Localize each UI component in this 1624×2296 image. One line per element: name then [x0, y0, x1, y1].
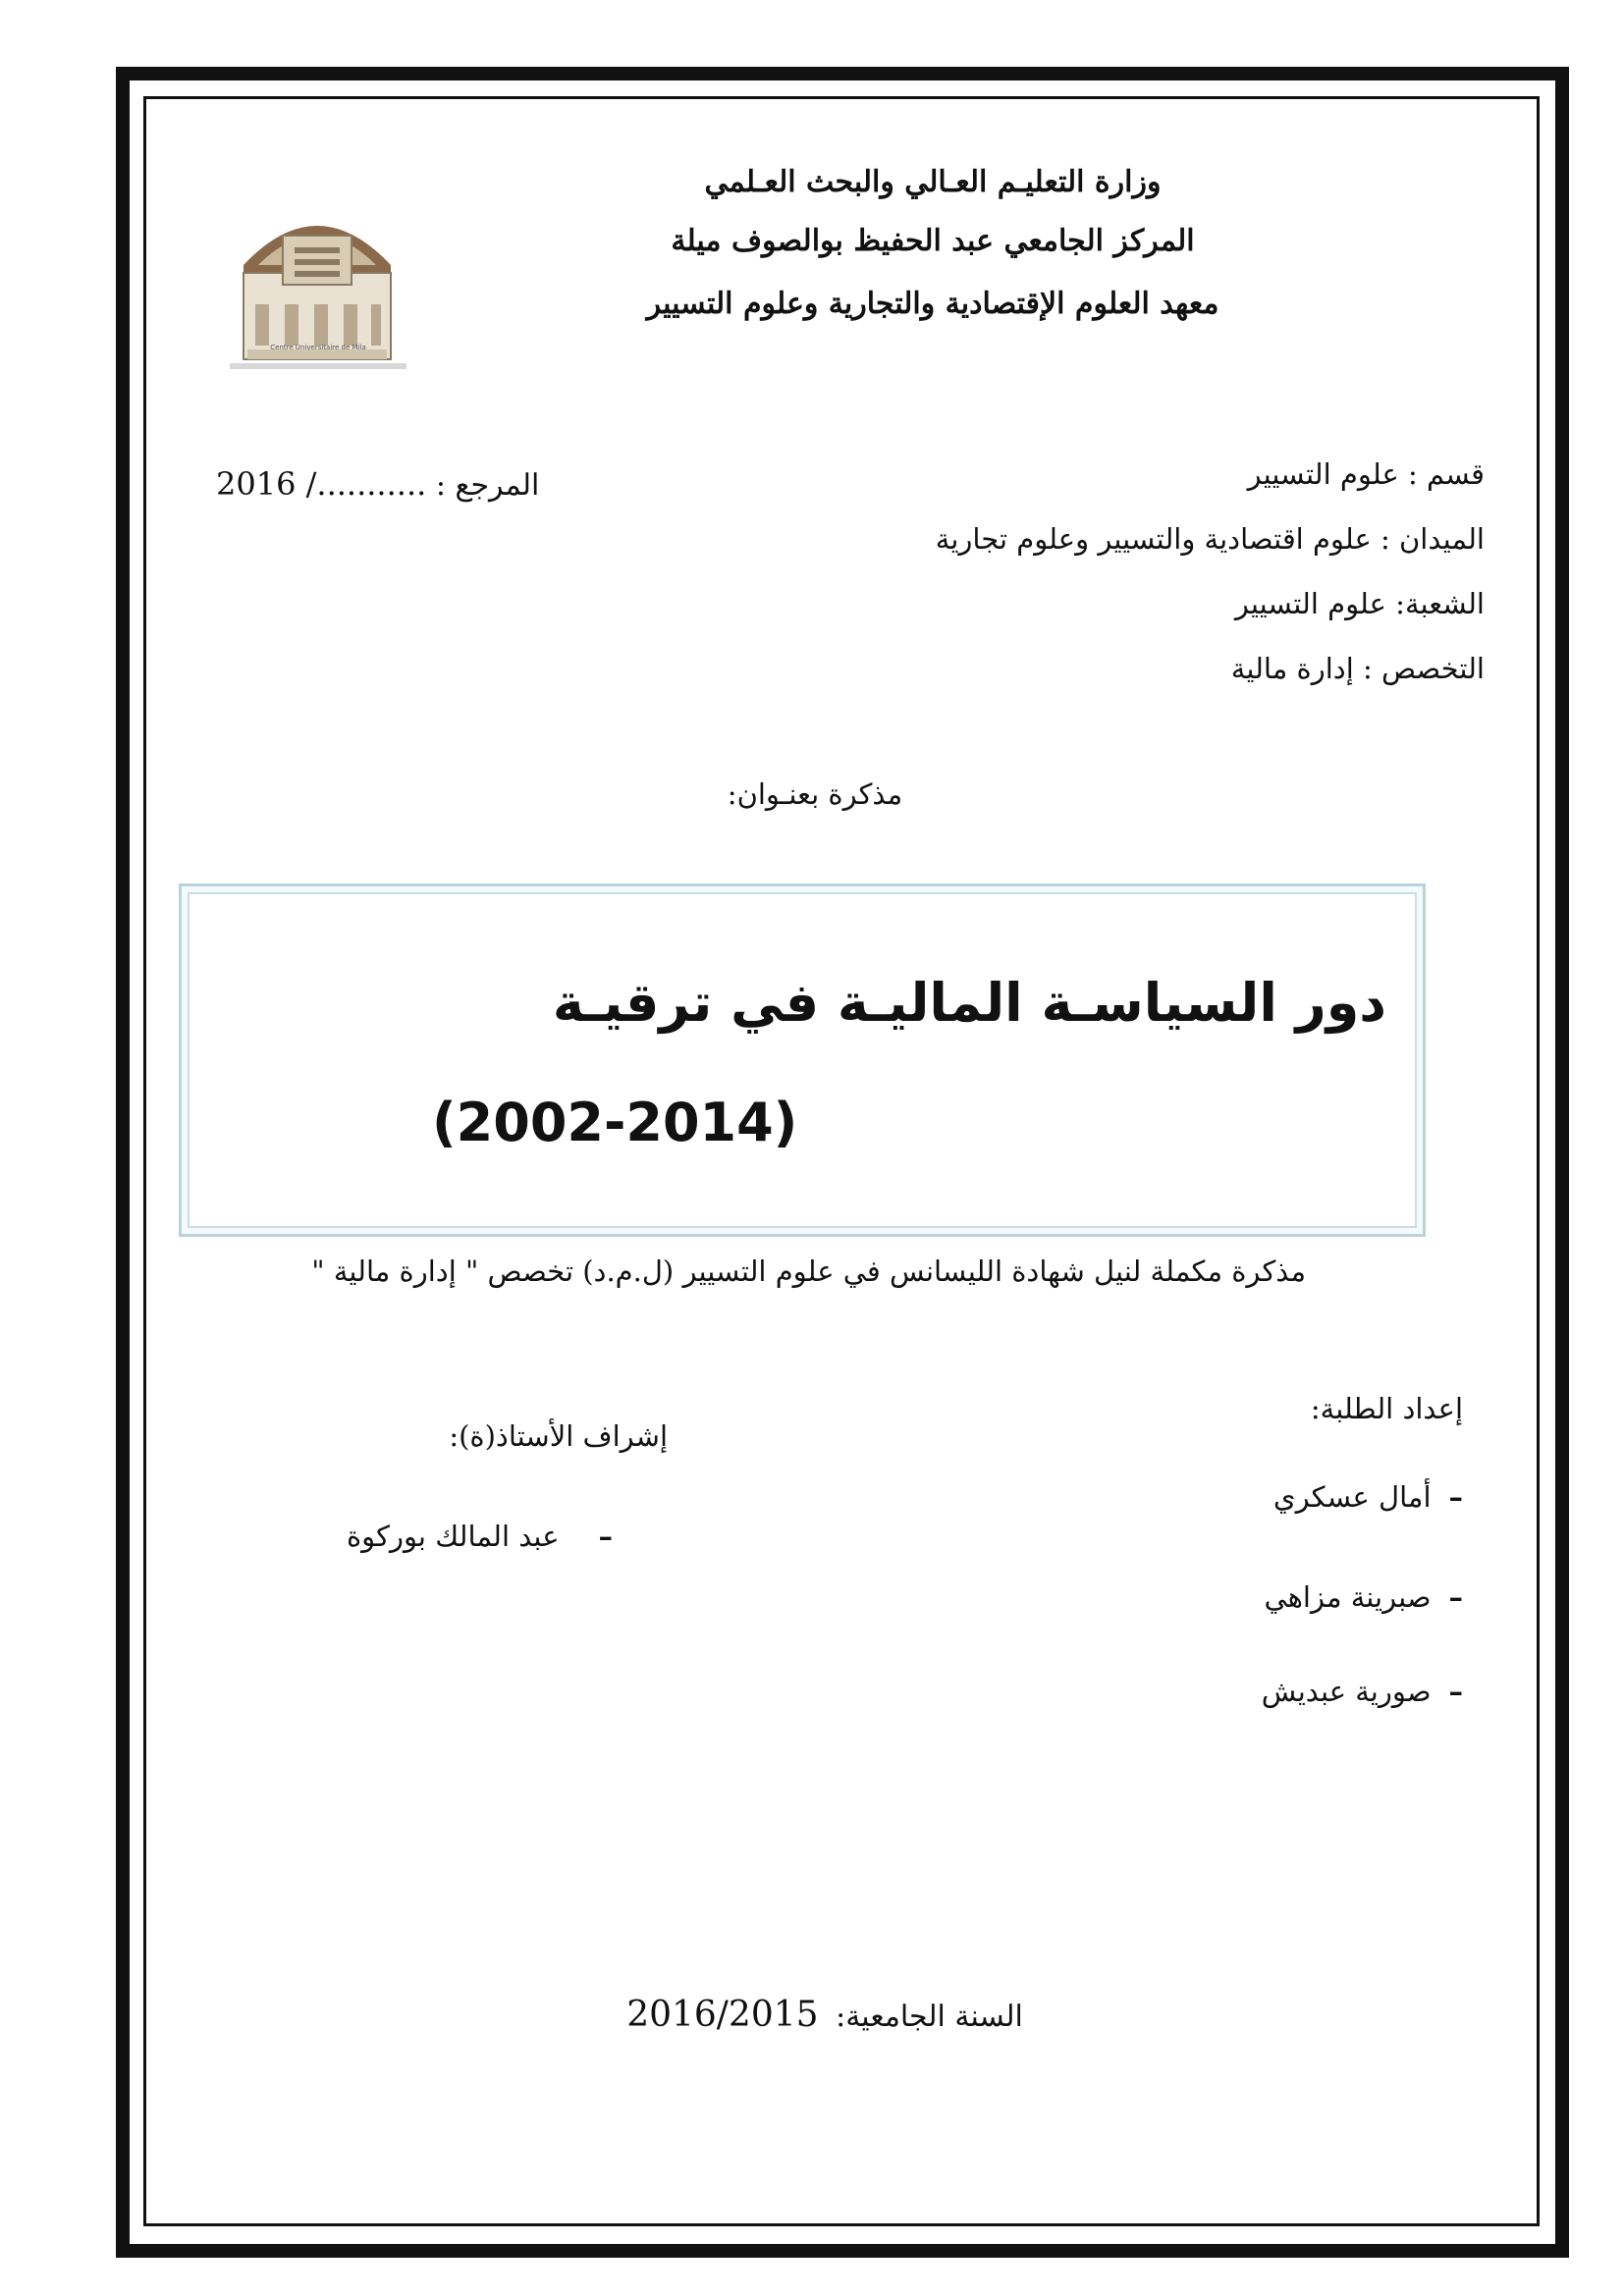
logo-caption: Centre Universitaire de Mila: [270, 344, 366, 351]
title-box: [179, 883, 1426, 1237]
branch-line: الشعبة: علوم التسيير: [1234, 587, 1485, 620]
institute-name: معهد العلوم الإقتصادية والتجارية وعلوم التسيير: [646, 287, 1219, 321]
supervisor-name-text: عبد المالك بوركوة: [346, 1520, 560, 1553]
list-dash: –: [1448, 1675, 1463, 1708]
academic-year: [550, 1995, 1100, 2035]
university-name: المركز الجامعي عبد الحفيظ بوالصوف ميلة: [671, 224, 1195, 258]
student-name: [1262, 1675, 1463, 1708]
list-dash: –: [1448, 1580, 1463, 1614]
memo-label: مذكرة بعنـوان:: [727, 777, 903, 811]
university-logo-icon: [224, 196, 410, 373]
list-dash: –: [598, 1520, 613, 1553]
thesis-years: (2002-2014): [432, 1092, 798, 1153]
specialty-line: التخصص : إدارة مالية: [1230, 652, 1485, 685]
supervisor-name: [347, 1520, 613, 1553]
student-name: [1273, 1480, 1463, 1514]
reference-value: 2016 /...........: [216, 465, 427, 503]
department-line: قسم : علوم التسيير: [1247, 457, 1485, 491]
field-line: الميدان : علوم اقتصادية والتسيير وعلوم تجارية: [935, 522, 1485, 556]
student-name-text: صبرينة مزاهي: [1264, 1580, 1432, 1614]
student-name: [1264, 1580, 1463, 1614]
list-dash: –: [1448, 1480, 1463, 1514]
academic-year-value: 2016/2015: [626, 1995, 819, 2035]
academic-year-label: السنة الجامعية:: [836, 2000, 1023, 2034]
reference-label: المرجع :: [435, 468, 540, 503]
students-label: إعداد الطلبة:: [1310, 1392, 1463, 1425]
ministry-name: وزارة التعليـم العـالي والبحث العـلمي: [704, 165, 1162, 199]
degree-description: مذكرة مكملة لنيل شهادة الليسانس في علوم التسيير (ل.م.د) تخصص " إدارة مالية ": [311, 1255, 1306, 1288]
reference-line: [216, 465, 539, 503]
supervisor-label: إشراف الأستاذ(ة):: [449, 1419, 668, 1453]
student-name-text: أمال عسكري: [1272, 1480, 1432, 1514]
thesis-title: دور السياسـة الماليـة في ترقيـة: [552, 972, 1386, 1034]
student-name-text: صورية عبديش: [1261, 1675, 1432, 1708]
